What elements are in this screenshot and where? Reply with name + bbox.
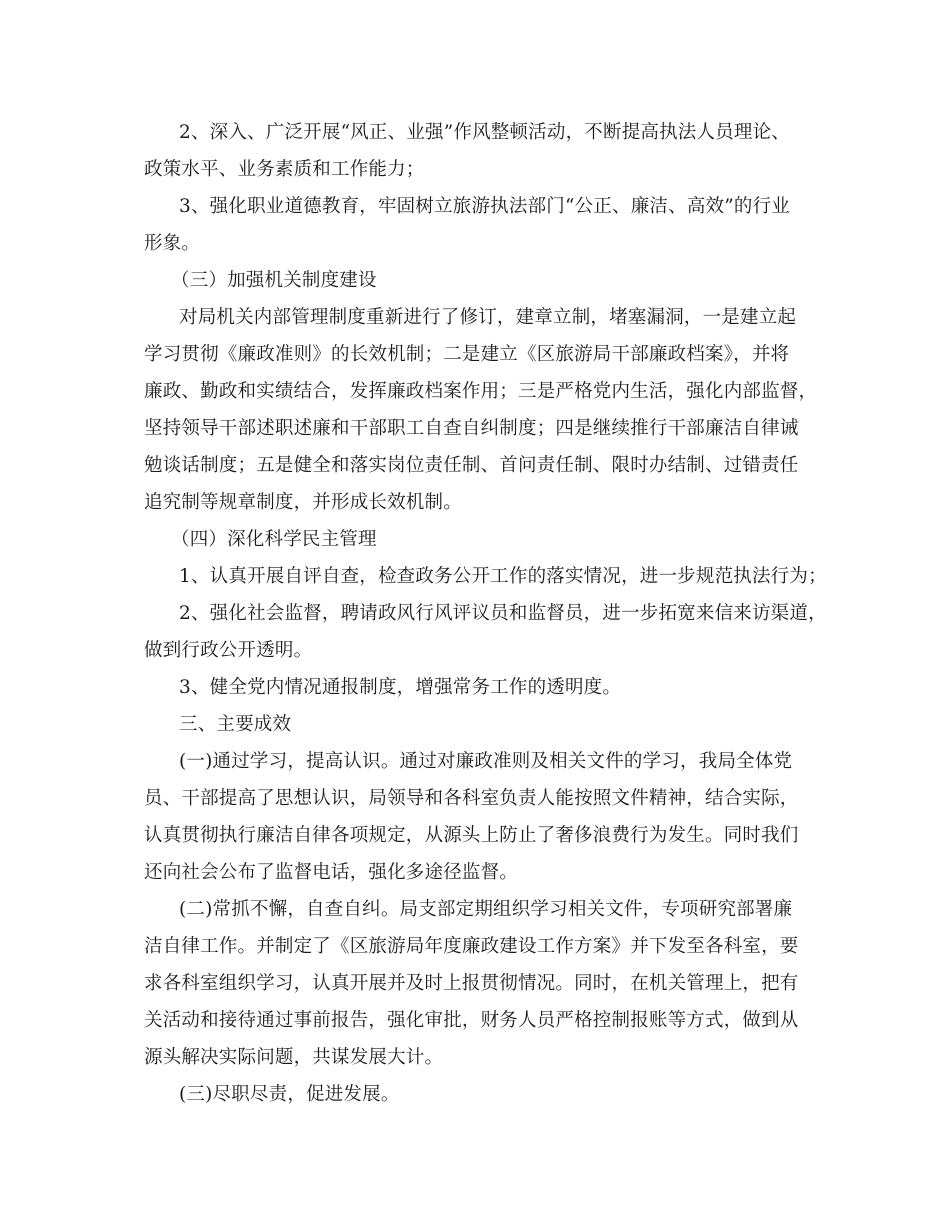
- text-line: 对局机关内部管理制度重新进行了修订，建章立制，堵塞漏洞，一是建立起: [179, 307, 797, 328]
- section-heading: （四）深化科学民主管理: [171, 529, 377, 550]
- text-line: 勉谈话制度；五是健全和落实岗位责任制、首问责任制、限时办结制、过错责任: [144, 455, 799, 476]
- text-line: 认真贯彻执行廉洁自律各项规定，从源头上防止了奢侈浪费行为发生。同时我们: [144, 825, 799, 846]
- text-line: 2、强化社会监督，聘请政风行风评议员和监督员，进一步拓宽来信来访渠道，: [179, 603, 827, 624]
- text-line: 还向社会公布了监督电话，强化多途径监督。: [144, 862, 519, 883]
- text-line: (三)尽职尽责，促进发展。: [179, 1084, 400, 1105]
- text-line: 洁自律工作。并制定了《区旅游局年度廉政建设工作方案》并下发至各科室，要: [144, 936, 799, 957]
- text-line: 3、健全党内情况通报制度，增强常务工作的透明度。: [179, 677, 622, 698]
- text-line: 1、认真开展自评自查，检查政务公开工作的落实情况，进一步规范执法行为；: [179, 566, 827, 587]
- text-line: 做到行政公开透明。: [144, 640, 313, 661]
- text-line: 2、深入、广泛开展“风正、业强”作风整顿活动，不断提高执法人员理论、: [179, 122, 790, 143]
- text-line: 追究制等规章制度，并形成长效机制。: [144, 492, 462, 513]
- text-line: 政策水平、业务素质和工作能力；: [144, 159, 425, 180]
- section-heading: 三、主要成效: [179, 714, 292, 735]
- text-line: 求各科室组织学习，认真开展并及时上报贯彻情况。同时，在机关管理上，把有: [144, 973, 799, 994]
- text-line: 形象。: [144, 233, 201, 254]
- text-line: 源头解决实际问题，共谋发展大计。: [144, 1047, 444, 1068]
- text-line: 员、干部提高了思想认识，局领导和各科室负责人能按照文件精神，结合实际，: [144, 788, 799, 809]
- text-line: (二)常抓不懈，自查自纠。局支部定期组织学习相关文件，专项研究部署廉: [179, 899, 793, 920]
- text-line: 学习贯彻《廉政准则》的长效机制；二是建立《区旅游局干部廉政档案》，并将: [144, 344, 790, 365]
- text-line: 3、强化职业道德教育，牢固树立旅游执法部门“公正、廉洁、高效”的行业: [179, 196, 790, 217]
- section-heading: （三）加强机关制度建设: [171, 270, 377, 291]
- text-line: 关活动和接待通过事前报告，强化审批，财务人员严格控制报账等方式，做到从: [144, 1010, 799, 1031]
- text-line: 廉政、勤政和实绩结合，发挥廉政档案作用；三是严格党内生活，强化内部监督，: [144, 381, 818, 402]
- text-line: (一)通过学习，提高认识。通过对廉政准则及相关文件的学习，我局全体党: [179, 751, 793, 772]
- text-line: 坚持领导干部述职述廉和干部职工自查自纠制度；四是继续推行干部廉洁自律诫: [144, 418, 799, 439]
